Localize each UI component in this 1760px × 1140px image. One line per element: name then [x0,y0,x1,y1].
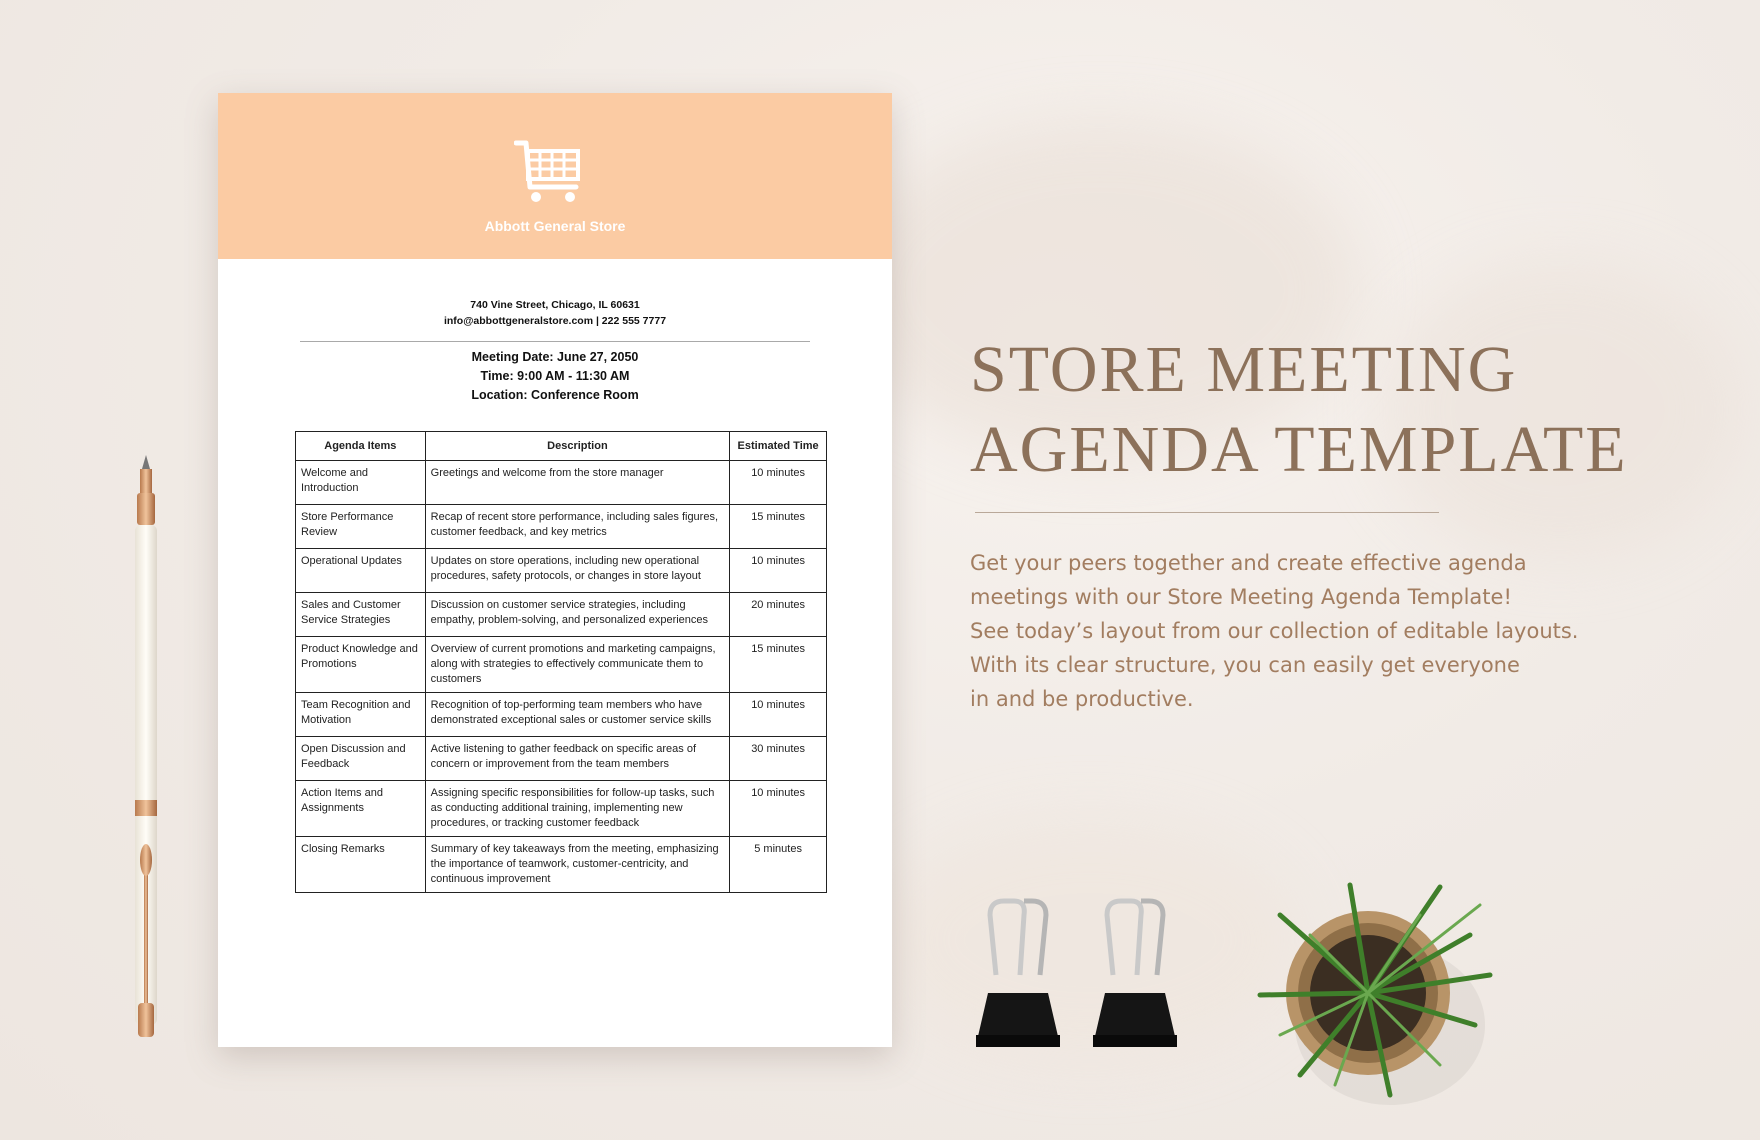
time-cell: 5 minutes [730,837,827,893]
description-cell: Recap of recent store performance, including sales figures, customer feedback, and key metrics [425,505,730,549]
document-header-band [218,93,892,259]
table-row [296,593,827,637]
time-cell: 10 minutes [730,549,827,593]
agenda-item-cell: Store Performance Review [296,505,426,549]
agenda-table [295,431,827,893]
description-line: Get your peers together and create effective agenda [970,551,1527,575]
description-line: See today’s layout from our collection of editable layouts. [970,619,1579,643]
binder-clip-decoration [968,895,1068,1055]
table-row [296,837,827,893]
meeting-location: Location: Conference Room [471,388,639,402]
table-row [296,637,827,693]
store-address: 740 Vine Street, Chicago, IL 60631 [470,299,640,311]
headline-divider [975,512,1439,513]
table-row [296,549,827,593]
description-cell: Summary of key takeaways from the meeting, emphasizing the importance of teamwork, customer-centricity, and continuous improvement [425,837,730,893]
time-cell: 10 minutes [730,693,827,737]
agenda-item-cell: Closing Remarks [296,837,426,893]
header-divider [300,341,810,342]
store-contact-line: info@abbottgeneralstore.com | 222 555 7777 [443,315,667,327]
table-row [296,461,827,505]
headline-line: STORE MEETING [970,333,1518,406]
agenda-document [218,93,892,1047]
agenda-item-cell: Sales and Customer Service Strategies [296,593,426,637]
contact-block [218,297,892,329]
promo-headline [970,330,1710,490]
promo-description [970,546,1610,716]
binder-clip-decoration [1085,895,1185,1055]
table-row [296,505,827,549]
description-cell: Active listening to gather feedback on specific areas of concern or improvement from the team members [425,737,730,781]
description-cell: Recognition of top-performing team members who have demonstrated exceptional sales or customer service skills [425,693,730,737]
time-cell: 10 minutes [730,781,827,837]
meeting-date: Meeting Date: June 27, 2050 [471,350,639,364]
agenda-item-cell: Team Recognition and Motivation [296,693,426,737]
time-cell: 15 minutes [730,637,827,693]
agenda-item-cell: Welcome and Introduction [296,461,426,505]
meeting-time: Time: 9:00 AM - 11:30 AM [480,369,630,383]
shopping-cart-icon [514,137,584,205]
table-row [296,693,827,737]
table-header-row [296,432,827,461]
meeting-details [218,348,892,405]
column-header-estimated-time: Estimated Time [730,432,827,461]
time-cell: 10 minutes [730,461,827,505]
description-line: in and be productive. [970,687,1194,711]
description-cell: Overview of current promotions and marketing campaigns, along with strategies to effectively communicate them to customers [425,637,730,693]
column-header-description: Description [425,432,730,461]
time-cell: 15 minutes [730,505,827,549]
agenda-item-cell: Operational Updates [296,549,426,593]
description-line: With its clear structure, you can easily get everyone [970,653,1520,677]
store-name: Abbott General Store [484,218,626,234]
table-row [296,781,827,837]
time-cell: 20 minutes [730,593,827,637]
potted-plant-decoration [1240,875,1510,1125]
description-cell: Discussion on customer service strategies, including empathy, problem-solving, and personalized experiences [425,593,730,637]
description-line: meetings with our Store Meeting Agenda Template! [970,585,1512,609]
headline-line: AGENDA TEMPLATE [970,413,1628,486]
agenda-item-cell: Product Knowledge and Promotions [296,637,426,693]
pen-decoration [124,455,168,1055]
table-row [296,737,827,781]
description-cell: Updates on store operations, including new operational procedures, safety protocols, or changes in store layout [425,549,730,593]
column-header-agenda-items: Agenda Items [296,432,426,461]
description-cell: Greetings and welcome from the store manager [425,461,730,505]
description-cell: Assigning specific responsibilities for follow-up tasks, such as conducting additional training, implementing new procedures, or tracking customer feedback [425,781,730,837]
agenda-item-cell: Open Discussion and Feedback [296,737,426,781]
agenda-item-cell: Action Items and Assignments [296,781,426,837]
time-cell: 30 minutes [730,737,827,781]
